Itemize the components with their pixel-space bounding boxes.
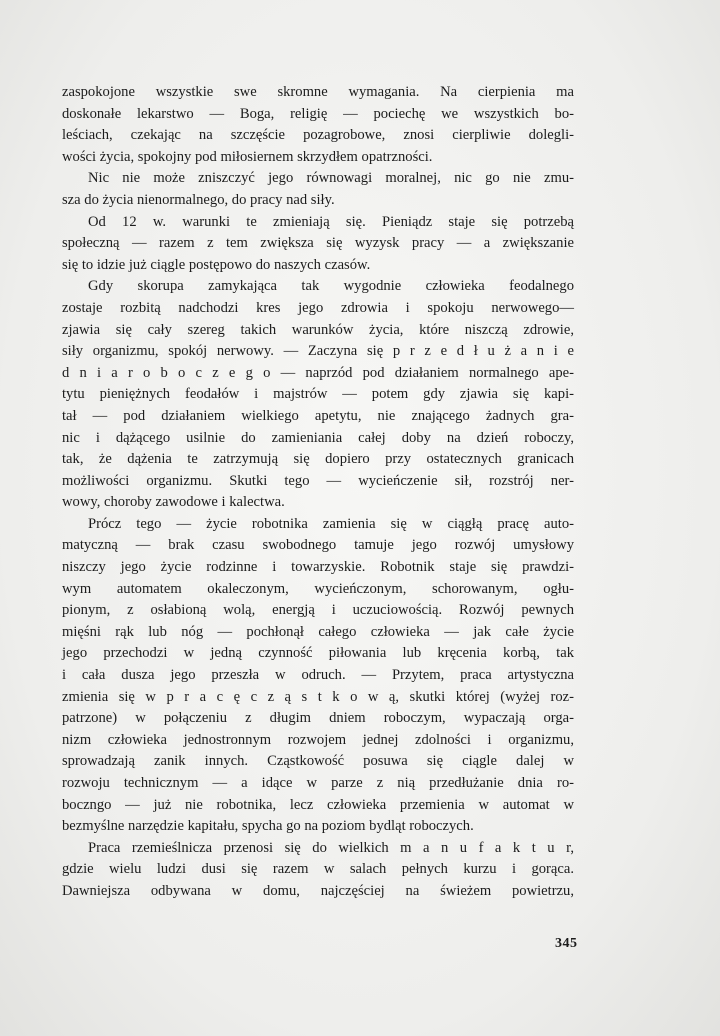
text-line: sprowadzają zanik innych. Cząstkowość posuwa się ciągle dalej w xyxy=(62,753,574,770)
text-line: Gdy skorupa zamykająca tak wygodnie człowieka feodalnego xyxy=(88,278,574,295)
text-line: zmienia się w p r a c ę c z ą s t k o w ą, skutki której (wyżej roz- xyxy=(62,688,574,705)
text-line: wości życia, spokojny pod miłosiernem skrzydłem opatrzności. xyxy=(62,148,433,165)
text-line: zostaje rozbitą nadchodzi kres jego zdrowia i spokoju nerwowego— xyxy=(62,299,574,316)
text-line: nizm człowieka jednostronnym rozwojem jednej zdolności i organizmu, xyxy=(62,731,574,748)
text-line: boczngo — już nie robotnika, lecz człowieka przemienia w automat w xyxy=(62,796,574,813)
text-line: jego przechodzi w jedną czynność piłowania lub kręcenia korbą, tak xyxy=(62,645,574,662)
text-line: pionym, z osłabioną wolą, energją i uczuciowością. Rozwój pewnych xyxy=(62,602,574,619)
text-line: niszczy jego życie rodzinne i towarzyskie. Robotnik staje się prawdzi- xyxy=(62,559,574,576)
paragraph-text xyxy=(62,82,574,903)
text-line: się to idzie już ciągle postępowo do naszych czasów. xyxy=(62,256,371,273)
text-line: tak, że dążenia te zatrzymują się dopiero przy ostatecznych granicach xyxy=(62,451,574,468)
text-line: bezmyślne narzędzie kapitału, spycha go na poziom bydląt roboczych. xyxy=(62,818,474,835)
text-line: i cała dusza jego przeszła w odruch. — Przytem, praca artystyczna xyxy=(62,667,574,684)
text-line: sza do życia nienormalnego, do pracy nad siły. xyxy=(62,191,335,208)
body-text xyxy=(62,82,574,903)
text-line: Praca rzemieślnicza przenosi się do wielkich m a n u f a k t u r, xyxy=(88,839,574,856)
text-line: nic i dążącego usilnie do zamieniania całej doby na dzień roboczy, xyxy=(62,429,574,446)
text-line: Od 12 w. warunki te zmieniają się. Pieniądz staje się potrzebą xyxy=(88,213,574,230)
text-line: gdzie wielu ludzi dusi się razem w salach pełnych kurzu i gorąca. xyxy=(62,861,574,878)
text-line: siły organizmu, spokój nerwowy. — Zaczyna się p r z e d ł u ż a n i e xyxy=(62,343,574,360)
text-line: doskonałe lekarstwo — Boga, religię — pociechę we wszystkich bo- xyxy=(62,105,574,122)
text-line: d n i a r o b o c z e g o — naprzód pod działaniem normalnego ape- xyxy=(62,364,574,381)
text-line: Nic nie może zniszczyć jego równowagi moralnej, nic go nie zmu- xyxy=(88,170,574,187)
text-line: matyczną — brak czasu swobodnego tamuje jego rozwój umysłowy xyxy=(62,537,574,554)
text-line: zjawia się cały szereg takich warunków życia, które niszczą zdrowie, xyxy=(62,321,574,338)
text-line: wowy, choroby zawodowe i kalectwa. xyxy=(62,494,285,511)
text-line: wym automatem okaleczonym, wycieńczonym, schorowanym, ogłu- xyxy=(62,580,574,597)
text-line: tał — pod działaniem wielkiego apetytu, nie znającego żadnych gra- xyxy=(62,407,574,424)
text-line: Prócz tego — życie robotnika zamienia się w ciągłą pracę auto- xyxy=(88,515,574,532)
text-line: Dawniejsza odbywana w domu, najczęściej na świeżem powietrzu, xyxy=(62,882,574,899)
text-line: rozwoju technicznym — a idące w parze z nią przedłużanie dnia ro- xyxy=(62,775,574,791)
text-line: patrzone) w połączeniu z długim dniem roboczym, wypaczają orga- xyxy=(62,710,574,727)
page-number: 345 xyxy=(555,936,578,951)
text-line: leściach, czekając na szczęście pozagrobowe, znosi cierpliwie dolegli- xyxy=(62,127,574,144)
text-line: zaspokojone wszystkie swe skromne wymagania. Na cierpienia ma xyxy=(62,84,574,100)
text-line: społeczną — razem z tem zwiększa się wyzysk pracy — a zwiększanie xyxy=(62,235,574,252)
text-line: możliwości organizmu. Skutki tego — wycieńczenie sił, rozstrój ner- xyxy=(62,472,574,489)
text-line: mięśni rąk lub nóg — pochłonął całego człowieka — jak całe życie xyxy=(62,623,574,640)
text-line: tytu pieniężnych feodałów i majstrów — potem gdy zjawia się kapi- xyxy=(62,386,574,403)
